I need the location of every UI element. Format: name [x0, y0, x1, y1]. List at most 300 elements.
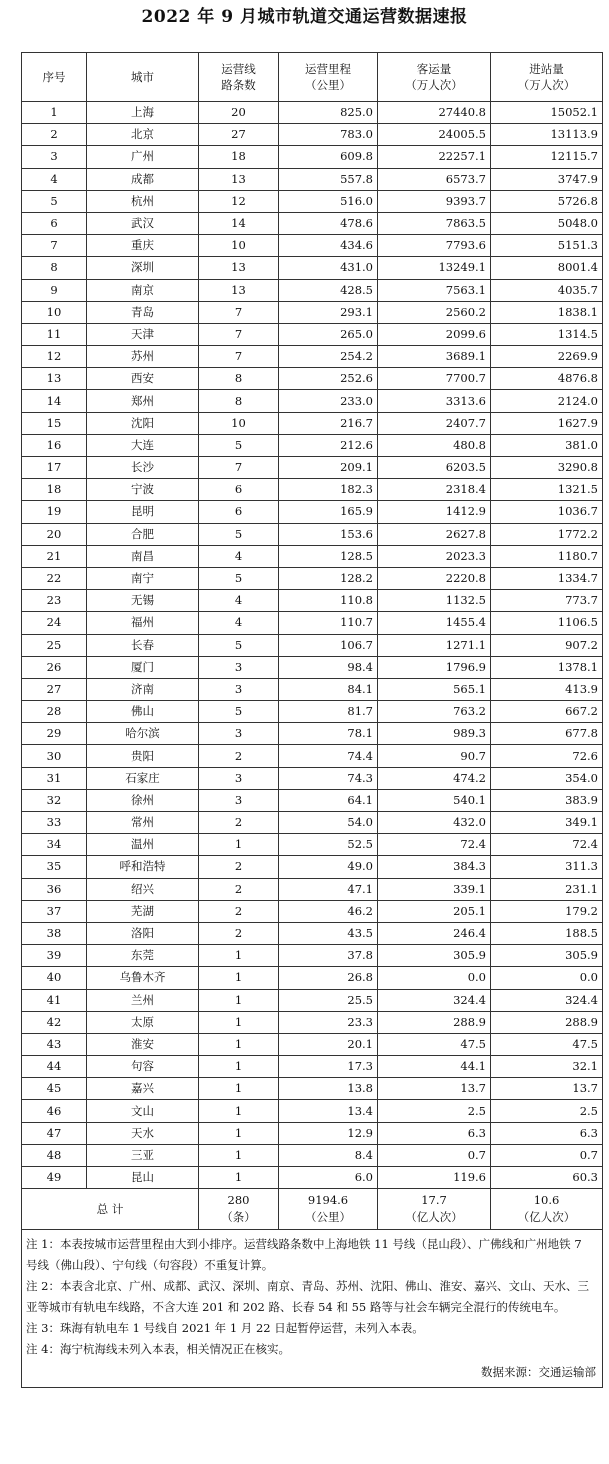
- cell-city: 佛山: [87, 701, 199, 723]
- cell-passengers: 288.9: [378, 1011, 491, 1033]
- cell-city: 呼和浩特: [87, 856, 199, 878]
- cell-city: 厦门: [87, 656, 199, 678]
- cell-passengers: 7700.7: [378, 368, 491, 390]
- cell-lines: 4: [199, 612, 279, 634]
- cell-entries: 354.0: [491, 767, 603, 789]
- cell-city: 青岛: [87, 301, 199, 323]
- cell-passengers: 13.7: [378, 1078, 491, 1100]
- cell-index: 47: [22, 1122, 87, 1144]
- cell-entries: 3290.8: [491, 457, 603, 479]
- cell-lines: 1: [199, 1122, 279, 1144]
- cell-city: 北京: [87, 124, 199, 146]
- cell-index: 38: [22, 922, 87, 944]
- table-row: [22, 1167, 603, 1189]
- cell-index: 31: [22, 767, 87, 789]
- cell-mileage: 254.2: [279, 346, 378, 368]
- cell-city: 南京: [87, 279, 199, 301]
- cell-city: 乌鲁木齐: [87, 967, 199, 989]
- cell-passengers: 6.3: [378, 1122, 491, 1144]
- cell-entries: 2124.0: [491, 390, 603, 412]
- cell-mileage: 212.6: [279, 434, 378, 456]
- cell-index: 4: [22, 168, 87, 190]
- cell-passengers: 2220.8: [378, 567, 491, 589]
- cell-passengers: 1796.9: [378, 656, 491, 678]
- cell-mileage: 12.9: [279, 1122, 378, 1144]
- cell-entries: 5048.0: [491, 212, 603, 234]
- cell-index: 34: [22, 834, 87, 856]
- table-row: [22, 612, 603, 634]
- table-row: [22, 323, 603, 345]
- cell-city: 常州: [87, 812, 199, 834]
- table-row: [22, 301, 603, 323]
- table-row: [22, 789, 603, 811]
- cell-index: 28: [22, 701, 87, 723]
- cell-entries: 1314.5: [491, 323, 603, 345]
- cell-entries: 8001.4: [491, 257, 603, 279]
- cell-entries: 1334.7: [491, 567, 603, 589]
- cell-entries: 773.7: [491, 590, 603, 612]
- cell-index: 12: [22, 346, 87, 368]
- note-4: 注 4：海宁杭海线未列入本表，相关情况正在核实。: [26, 1342, 290, 1357]
- header-entries: 进站量 （万人次）: [491, 53, 603, 102]
- cell-passengers: 7863.5: [378, 212, 491, 234]
- cell-passengers: 2099.6: [378, 323, 491, 345]
- cell-mileage: 43.5: [279, 922, 378, 944]
- table-row: [22, 501, 603, 523]
- cell-passengers: 246.4: [378, 922, 491, 944]
- table-row: [22, 523, 603, 545]
- cell-index: 37: [22, 900, 87, 922]
- cell-passengers: 1412.9: [378, 501, 491, 523]
- cell-lines: 5: [199, 567, 279, 589]
- table-row: [22, 146, 603, 168]
- cell-index: 27: [22, 678, 87, 700]
- cell-index: 33: [22, 812, 87, 834]
- cell-entries: 13113.9: [491, 124, 603, 146]
- cell-lines: 8: [199, 368, 279, 390]
- cell-mileage: 209.1: [279, 457, 378, 479]
- cell-entries: 1180.7: [491, 545, 603, 567]
- cell-lines: 10: [199, 412, 279, 434]
- cell-lines: 18: [199, 146, 279, 168]
- cell-entries: 5151.3: [491, 235, 603, 257]
- cell-city: 广州: [87, 146, 199, 168]
- cell-lines: 27: [199, 124, 279, 146]
- cell-entries: 667.2: [491, 701, 603, 723]
- cell-lines: 3: [199, 789, 279, 811]
- cell-city: 天津: [87, 323, 199, 345]
- cell-city: 福州: [87, 612, 199, 634]
- table-row: [22, 967, 603, 989]
- notes-cell: [22, 1230, 603, 1388]
- cell-passengers: 0.7: [378, 1144, 491, 1166]
- data-source: 数据来源：交通运输部: [481, 1365, 596, 1380]
- cell-lines: 3: [199, 656, 279, 678]
- table-row: [22, 390, 603, 412]
- cell-lines: 5: [199, 434, 279, 456]
- cell-city: 西安: [87, 368, 199, 390]
- table-row: [22, 1122, 603, 1144]
- cell-city: 济南: [87, 678, 199, 700]
- cell-lines: 20: [199, 102, 279, 124]
- cell-index: 13: [22, 368, 87, 390]
- cell-entries: 1627.9: [491, 412, 603, 434]
- table-row: [22, 856, 603, 878]
- cell-index: 11: [22, 323, 87, 345]
- table-body: [22, 102, 603, 1189]
- cell-lines: 7: [199, 346, 279, 368]
- cell-mileage: 52.5: [279, 834, 378, 856]
- cell-city: 杭州: [87, 190, 199, 212]
- cell-mileage: 13.8: [279, 1078, 378, 1100]
- cell-passengers: 1271.1: [378, 634, 491, 656]
- table-row: [22, 1033, 603, 1055]
- table-row: [22, 989, 603, 1011]
- cell-lines: 3: [199, 767, 279, 789]
- cell-mileage: 252.6: [279, 368, 378, 390]
- cell-city: 东莞: [87, 945, 199, 967]
- cell-mileage: 431.0: [279, 257, 378, 279]
- cell-mileage: 153.6: [279, 523, 378, 545]
- table-row: [22, 678, 603, 700]
- cell-index: 45: [22, 1078, 87, 1100]
- cell-lines: 4: [199, 590, 279, 612]
- cell-city: 温州: [87, 834, 199, 856]
- cell-city: 文山: [87, 1100, 199, 1122]
- cell-passengers: 0.0: [378, 967, 491, 989]
- cell-lines: 1: [199, 1100, 279, 1122]
- cell-lines: 5: [199, 634, 279, 656]
- table-row: [22, 368, 603, 390]
- cell-lines: 1: [199, 1144, 279, 1166]
- cell-mileage: 98.4: [279, 656, 378, 678]
- cell-index: 9: [22, 279, 87, 301]
- cell-city: 兰州: [87, 989, 199, 1011]
- cell-index: 8: [22, 257, 87, 279]
- cell-passengers: 13249.1: [378, 257, 491, 279]
- cell-passengers: 7793.6: [378, 235, 491, 257]
- cell-city: 哈尔滨: [87, 723, 199, 745]
- cell-entries: 5726.8: [491, 190, 603, 212]
- cell-passengers: 305.9: [378, 945, 491, 967]
- header-passengers: 客运量 （万人次）: [378, 53, 491, 102]
- cell-passengers: 47.5: [378, 1033, 491, 1055]
- cell-lines: 2: [199, 900, 279, 922]
- table-row: [22, 102, 603, 124]
- cell-city: 昆山: [87, 1167, 199, 1189]
- cell-city: 昆明: [87, 501, 199, 523]
- table-row: [22, 745, 603, 767]
- cell-mileage: 216.7: [279, 412, 378, 434]
- table-row: [22, 634, 603, 656]
- cell-index: 23: [22, 590, 87, 612]
- cell-lines: 2: [199, 812, 279, 834]
- cell-passengers: 72.4: [378, 834, 491, 856]
- cell-mileage: 609.8: [279, 146, 378, 168]
- cell-entries: 60.3: [491, 1167, 603, 1189]
- header-index: 序号: [22, 53, 87, 102]
- notes-row: [22, 1230, 603, 1388]
- cell-entries: 288.9: [491, 1011, 603, 1033]
- header-mileage: 运营里程 （公里）: [279, 53, 378, 102]
- total-row: [22, 1189, 603, 1230]
- cell-lines: 13: [199, 168, 279, 190]
- cell-city: 宁波: [87, 479, 199, 501]
- cell-entries: 12115.7: [491, 146, 603, 168]
- cell-entries: 1036.7: [491, 501, 603, 523]
- table-row: [22, 434, 603, 456]
- header-city: 城市: [87, 53, 199, 102]
- table-row: [22, 1011, 603, 1033]
- cell-passengers: 474.2: [378, 767, 491, 789]
- cell-lines: 8: [199, 390, 279, 412]
- cell-entries: 1106.5: [491, 612, 603, 634]
- cell-city: 石家庄: [87, 767, 199, 789]
- cell-lines: 12: [199, 190, 279, 212]
- cell-city: 长沙: [87, 457, 199, 479]
- cell-lines: 5: [199, 523, 279, 545]
- cell-mileage: 49.0: [279, 856, 378, 878]
- table-row: [22, 479, 603, 501]
- cell-entries: 72.6: [491, 745, 603, 767]
- cell-lines: 1: [199, 1011, 279, 1033]
- cell-index: 43: [22, 1033, 87, 1055]
- total-lines: 280 （条）: [199, 1189, 279, 1230]
- table-row: [22, 590, 603, 612]
- cell-index: 19: [22, 501, 87, 523]
- cell-passengers: 90.7: [378, 745, 491, 767]
- cell-index: 22: [22, 567, 87, 589]
- cell-index: 15: [22, 412, 87, 434]
- table-row: [22, 212, 603, 234]
- cell-mileage: 428.5: [279, 279, 378, 301]
- cell-lines: 4: [199, 545, 279, 567]
- cell-passengers: 3313.6: [378, 390, 491, 412]
- cell-index: 25: [22, 634, 87, 656]
- page-title: 2022 年 9 月城市轨道交通运营数据速报: [141, 7, 468, 27]
- cell-city: 淮安: [87, 1033, 199, 1055]
- cell-entries: 6.3: [491, 1122, 603, 1144]
- total-label: 总 计: [22, 1189, 199, 1230]
- cell-passengers: 565.1: [378, 678, 491, 700]
- cell-index: 44: [22, 1056, 87, 1078]
- cell-city: 深圳: [87, 257, 199, 279]
- cell-entries: 1378.1: [491, 656, 603, 678]
- cell-city: 三亚: [87, 1144, 199, 1166]
- cell-lines: 2: [199, 745, 279, 767]
- cell-mileage: 478.6: [279, 212, 378, 234]
- cell-passengers: 22257.1: [378, 146, 491, 168]
- cell-mileage: 20.1: [279, 1033, 378, 1055]
- cell-index: 16: [22, 434, 87, 456]
- cell-mileage: 6.0: [279, 1167, 378, 1189]
- table-row: [22, 1144, 603, 1166]
- cell-lines: 7: [199, 323, 279, 345]
- cell-city: 无锡: [87, 590, 199, 612]
- cell-city: 贵阳: [87, 745, 199, 767]
- cell-mileage: 74.4: [279, 745, 378, 767]
- cell-city: 合肥: [87, 523, 199, 545]
- header-row: [22, 53, 603, 102]
- cell-index: 40: [22, 967, 87, 989]
- table-row: [22, 1100, 603, 1122]
- cell-lines: 5: [199, 701, 279, 723]
- cell-mileage: 37.8: [279, 945, 378, 967]
- cell-lines: 1: [199, 967, 279, 989]
- cell-entries: 2.5: [491, 1100, 603, 1122]
- total-passengers: 17.7 （亿人次）: [378, 1189, 491, 1230]
- table-row: [22, 656, 603, 678]
- cell-lines: 1: [199, 1033, 279, 1055]
- total-mileage: 9194.6 （公里）: [279, 1189, 378, 1230]
- header-lines: 运营线 路条数: [199, 53, 279, 102]
- cell-entries: 1838.1: [491, 301, 603, 323]
- table-row: [22, 945, 603, 967]
- cell-index: 5: [22, 190, 87, 212]
- cell-mileage: 78.1: [279, 723, 378, 745]
- cell-mileage: 64.1: [279, 789, 378, 811]
- note-2: 注 2：本表含北京、广州、成都、武汉、深圳、南京、青岛、苏州、沈阳、佛山、淮安、嘉兴、文山、天水、三亚等城市有轨电车线路，不含大连 201 和 202 路、长春 54 和 55 路等与社会车辆完全混行的传统电车。: [26, 1279, 589, 1315]
- table-row: [22, 457, 603, 479]
- cell-city: 天水: [87, 1122, 199, 1144]
- cell-passengers: 1132.5: [378, 590, 491, 612]
- cell-index: 42: [22, 1011, 87, 1033]
- cell-entries: 179.2: [491, 900, 603, 922]
- cell-city: 郑州: [87, 390, 199, 412]
- cell-entries: 677.8: [491, 723, 603, 745]
- cell-mileage: 84.1: [279, 678, 378, 700]
- cell-entries: 231.1: [491, 878, 603, 900]
- cell-index: 6: [22, 212, 87, 234]
- table-row: [22, 257, 603, 279]
- cell-city: 句容: [87, 1056, 199, 1078]
- cell-mileage: 557.8: [279, 168, 378, 190]
- table-row: [22, 567, 603, 589]
- cell-city: 徐州: [87, 789, 199, 811]
- cell-entries: 413.9: [491, 678, 603, 700]
- cell-passengers: 27440.8: [378, 102, 491, 124]
- cell-lines: 1: [199, 945, 279, 967]
- cell-entries: 188.5: [491, 922, 603, 944]
- cell-entries: 32.1: [491, 1056, 603, 1078]
- cell-lines: 3: [199, 678, 279, 700]
- cell-passengers: 763.2: [378, 701, 491, 723]
- cell-mileage: 106.7: [279, 634, 378, 656]
- cell-index: 39: [22, 945, 87, 967]
- cell-passengers: 2627.8: [378, 523, 491, 545]
- note-1: 注 1：本表按城市运营里程由大到小排序。运营线路条数中上海地铁 11 号线（昆山段）、广佛线和广州地铁 7 号线（佛山段）、宁句线（句容段）不重复计算。: [26, 1237, 582, 1273]
- cell-city: 嘉兴: [87, 1078, 199, 1100]
- cell-mileage: 8.4: [279, 1144, 378, 1166]
- table-row: [22, 1078, 603, 1100]
- cell-index: 18: [22, 479, 87, 501]
- table-row: [22, 812, 603, 834]
- cell-entries: 0.0: [491, 967, 603, 989]
- cell-mileage: 13.4: [279, 1100, 378, 1122]
- cell-passengers: 2318.4: [378, 479, 491, 501]
- cell-lines: 1: [199, 1078, 279, 1100]
- cell-mileage: 165.9: [279, 501, 378, 523]
- cell-entries: 13.7: [491, 1078, 603, 1100]
- cell-city: 南宁: [87, 567, 199, 589]
- cell-mileage: 54.0: [279, 812, 378, 834]
- cell-city: 绍兴: [87, 878, 199, 900]
- table-row: [22, 346, 603, 368]
- cell-entries: 1321.5: [491, 479, 603, 501]
- cell-mileage: 825.0: [279, 102, 378, 124]
- cell-lines: 2: [199, 878, 279, 900]
- table-row: [22, 767, 603, 789]
- cell-index: 20: [22, 523, 87, 545]
- cell-city: 上海: [87, 102, 199, 124]
- cell-city: 洛阳: [87, 922, 199, 944]
- cell-lines: 6: [199, 501, 279, 523]
- cell-mileage: 265.0: [279, 323, 378, 345]
- cell-passengers: 2.5: [378, 1100, 491, 1122]
- cell-entries: 324.4: [491, 989, 603, 1011]
- cell-lines: 13: [199, 279, 279, 301]
- table-row: [22, 545, 603, 567]
- cell-passengers: 44.1: [378, 1056, 491, 1078]
- cell-city: 苏州: [87, 346, 199, 368]
- cell-passengers: 2407.7: [378, 412, 491, 434]
- table-row: [22, 190, 603, 212]
- table-row: [22, 279, 603, 301]
- cell-mileage: 25.5: [279, 989, 378, 1011]
- cell-passengers: 205.1: [378, 900, 491, 922]
- cell-index: 49: [22, 1167, 87, 1189]
- cell-index: 24: [22, 612, 87, 634]
- cell-index: 30: [22, 745, 87, 767]
- cell-entries: 4035.7: [491, 279, 603, 301]
- cell-index: 7: [22, 235, 87, 257]
- cell-entries: 15052.1: [491, 102, 603, 124]
- cell-entries: 0.7: [491, 1144, 603, 1166]
- table-row: [22, 900, 603, 922]
- cell-passengers: 24005.5: [378, 124, 491, 146]
- cell-passengers: 324.4: [378, 989, 491, 1011]
- cell-mileage: 47.1: [279, 878, 378, 900]
- cell-mileage: 110.8: [279, 590, 378, 612]
- cell-index: 26: [22, 656, 87, 678]
- cell-passengers: 6203.5: [378, 457, 491, 479]
- cell-passengers: 480.8: [378, 434, 491, 456]
- cell-index: 32: [22, 789, 87, 811]
- cell-index: 35: [22, 856, 87, 878]
- cell-passengers: 1455.4: [378, 612, 491, 634]
- cell-lines: 6: [199, 479, 279, 501]
- table-row: [22, 922, 603, 944]
- cell-passengers: 2560.2: [378, 301, 491, 323]
- cell-entries: 47.5: [491, 1033, 603, 1055]
- cell-entries: 305.9: [491, 945, 603, 967]
- cell-lines: 14: [199, 212, 279, 234]
- cell-entries: 2269.9: [491, 346, 603, 368]
- cell-entries: 907.2: [491, 634, 603, 656]
- cell-entries: 4876.8: [491, 368, 603, 390]
- cell-passengers: 7563.1: [378, 279, 491, 301]
- cell-index: 36: [22, 878, 87, 900]
- cell-mileage: 46.2: [279, 900, 378, 922]
- cell-index: 10: [22, 301, 87, 323]
- cell-mileage: 17.3: [279, 1056, 378, 1078]
- cell-mileage: 128.5: [279, 545, 378, 567]
- cell-index: 46: [22, 1100, 87, 1122]
- table-row: [22, 834, 603, 856]
- table-row: [22, 168, 603, 190]
- cell-passengers: 384.3: [378, 856, 491, 878]
- cell-city: 南昌: [87, 545, 199, 567]
